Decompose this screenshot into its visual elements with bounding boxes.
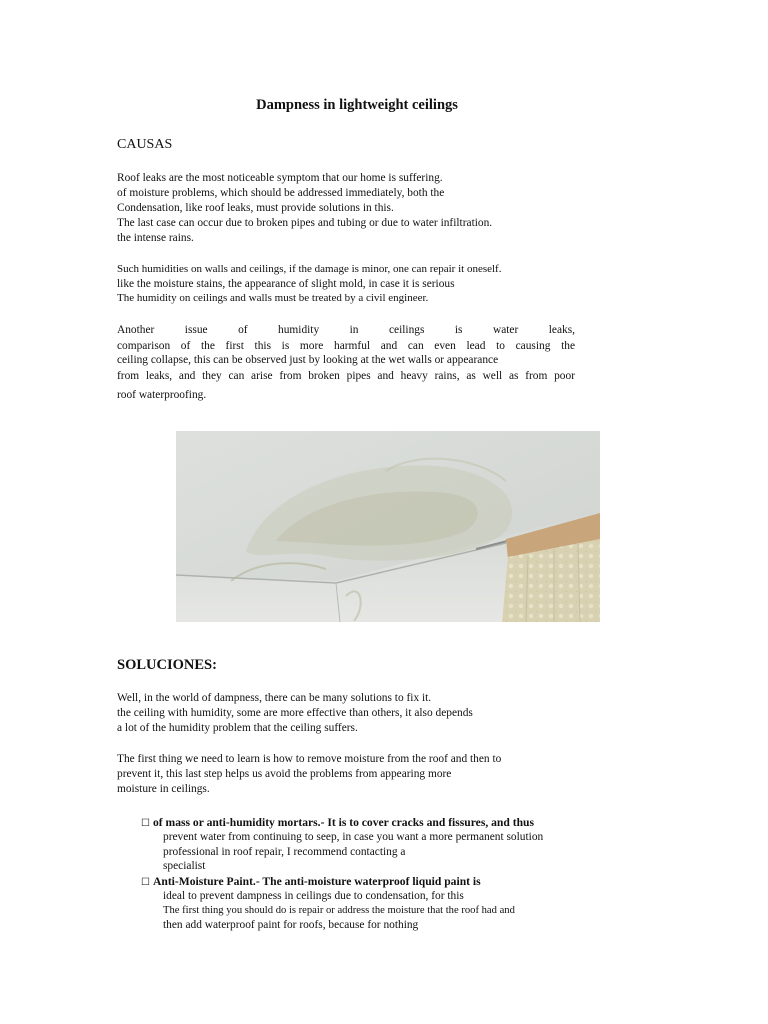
text-line: like the moisture stains, the appearance of slight mold, in case it is serious bbox=[117, 278, 455, 290]
text-line: from leaks, and they can arise from broken pipes and heavy rains, as well as from poor bbox=[117, 370, 575, 382]
soluciones-heading: SOLUCIONES: bbox=[117, 657, 217, 673]
text-line: the ceiling with humidity, some are more effective than others, it also depends bbox=[117, 707, 473, 719]
list-item-line: professional in roof repair, I recommend contacting a bbox=[163, 846, 406, 858]
list-item-line: The first thing you should do is repair or address the moisture that the roof had and bbox=[163, 905, 515, 916]
text-line: the intense rains. bbox=[117, 232, 194, 244]
damp-ceiling-photo-icon bbox=[176, 431, 600, 622]
text-line: Another issue of humidity in ceilings is water leaks, bbox=[117, 324, 575, 336]
text-line: Roof leaks are the most noticeable symptom that our home is suffering. bbox=[117, 172, 443, 184]
text-line: The humidity on ceilings and walls must be treated by a civil engineer. bbox=[117, 292, 429, 304]
checkbox-bullet-icon: ☐ bbox=[141, 877, 150, 888]
list-item-line: prevent water from continuing to seep, in case you want a more permanent solution bbox=[163, 831, 544, 843]
list-item-heading: Anti-Moisture Paint.- The anti-moisture waterproof liquid paint is bbox=[153, 875, 481, 888]
list-item-heading: of mass or anti-humidity mortars.- It is to cover cracks and fissures, and thus bbox=[153, 816, 534, 829]
text-line: Well, in the world of dampness, there can be many solutions to fix it. bbox=[117, 692, 432, 704]
text-line: a lot of the humidity problem that the ceiling suffers. bbox=[117, 722, 358, 734]
text-line: The first thing we need to learn is how to remove moisture from the roof and then to bbox=[117, 753, 502, 765]
text-line: roof waterproofing. bbox=[117, 389, 207, 401]
checkbox-bullet-icon: ☐ bbox=[141, 818, 150, 829]
text-line: Condensation, like roof leaks, must provide solutions in this. bbox=[117, 202, 394, 214]
document-title: Dampness in lightweight ceilings bbox=[256, 97, 458, 113]
list-item bbox=[141, 875, 481, 888]
text-line: moisture in ceilings. bbox=[117, 783, 210, 795]
damp-ceiling-photo bbox=[176, 431, 600, 622]
text-line: prevent it, this last step helps us avoid the problems from appearing more bbox=[117, 768, 452, 780]
text-line: ceiling collapse, this can be observed just by looking at the wet walls or appearance bbox=[117, 354, 499, 366]
causas-heading: CAUSAS bbox=[117, 137, 173, 152]
list-item-line: specialist bbox=[163, 860, 206, 872]
text-line: comparison of the first this is more harmful and can even lead to causing the bbox=[117, 340, 575, 352]
text-line: Such humidities on walls and ceilings, if the damage is minor, one can repair it oneself. bbox=[117, 263, 502, 275]
text-line: of moisture problems, which should be addressed immediately, both the bbox=[117, 187, 445, 199]
list-item bbox=[141, 816, 534, 829]
text-line: The last case can occur due to broken pipes and tubing or due to water infiltration. bbox=[117, 217, 493, 229]
list-item-line: then add waterproof paint for roofs, because for nothing bbox=[163, 919, 419, 931]
list-item-line: ideal to prevent dampness in ceilings due to condensation, for this bbox=[163, 890, 464, 902]
